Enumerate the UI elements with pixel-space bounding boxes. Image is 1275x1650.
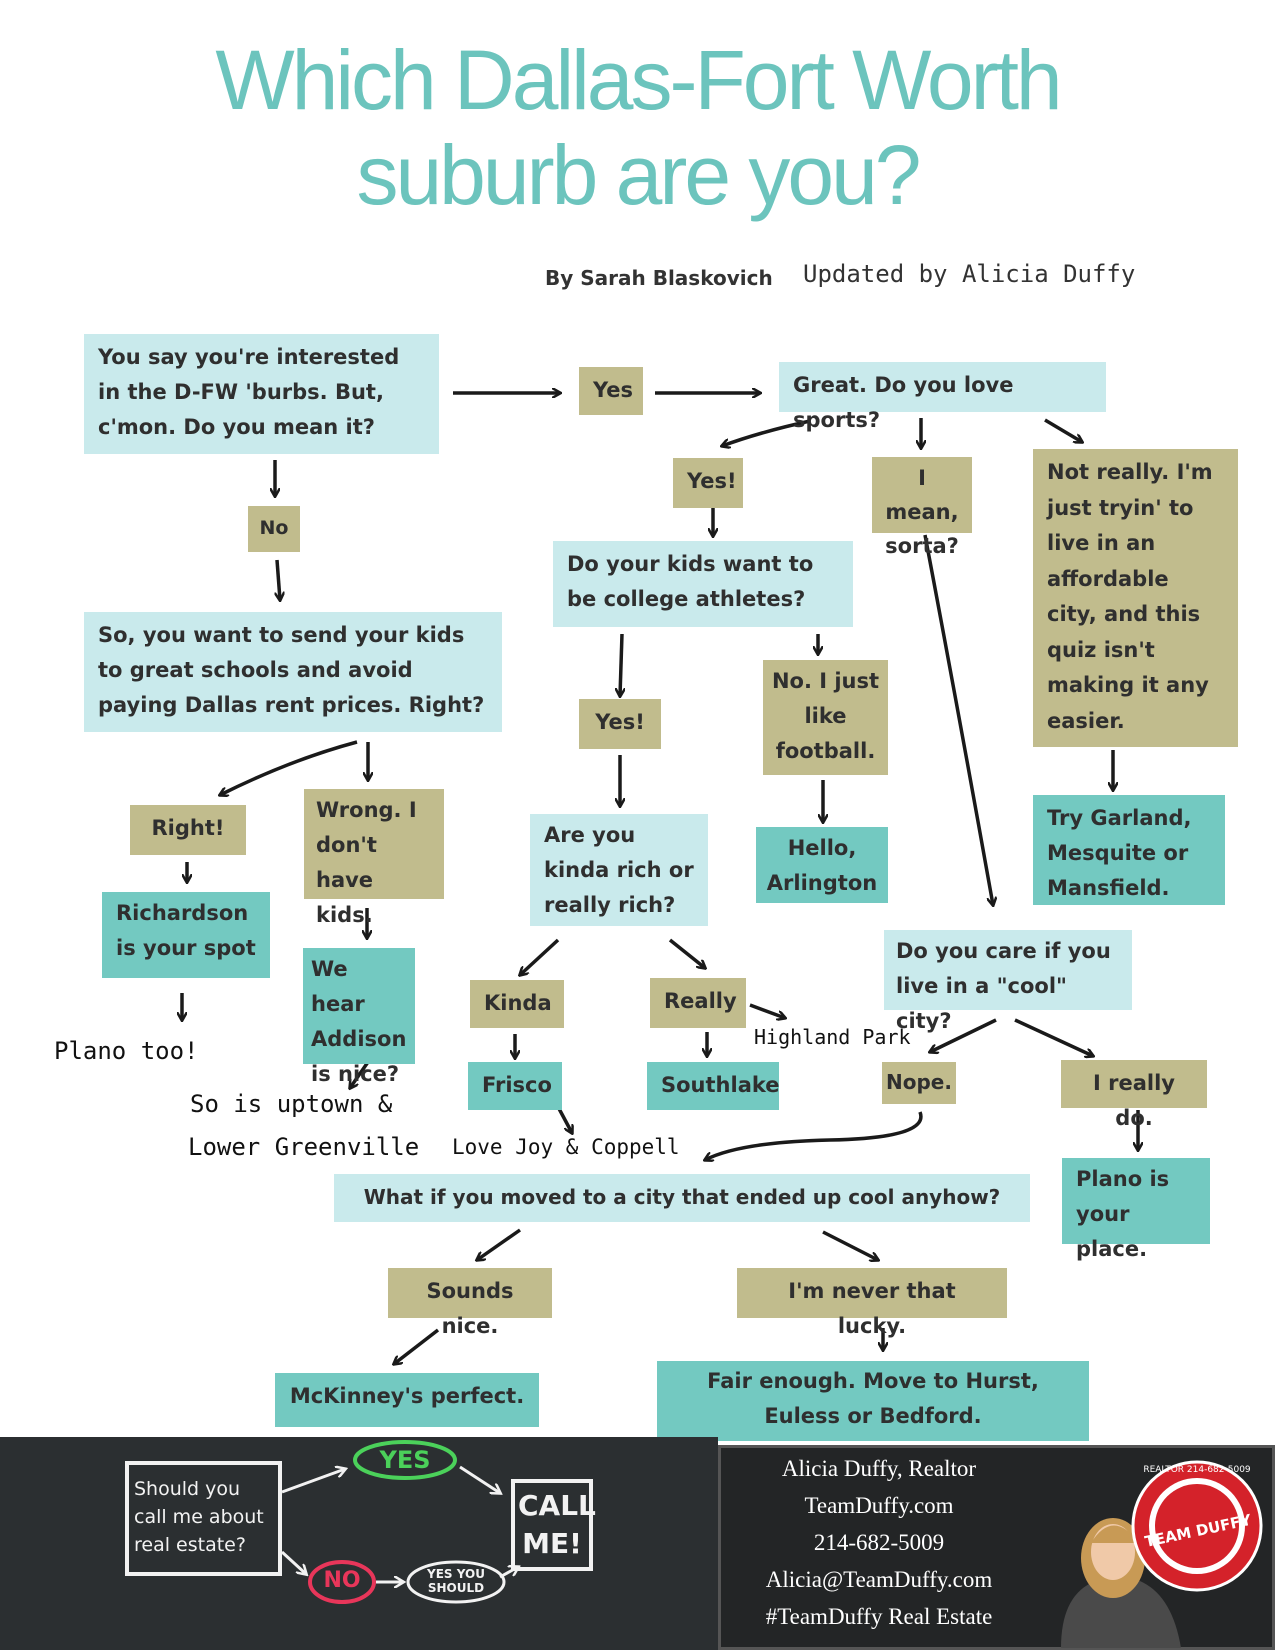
arrow	[705, 1112, 921, 1160]
result-garland: Try Garland, Mesquite or Mansfield.	[1033, 795, 1225, 905]
arrow	[620, 634, 622, 696]
team-duffy-logo	[1133, 1462, 1261, 1590]
contact-card	[718, 1445, 1275, 1650]
answer-no: No	[248, 506, 300, 552]
note-lovejoy: Love Joy & Coppell	[452, 1135, 680, 1159]
answer-nope: Nope.	[882, 1062, 956, 1104]
result-plano: Plano is your place.	[1062, 1158, 1210, 1244]
sports-sorta: I mean, sorta?	[872, 457, 972, 533]
arrow	[220, 742, 357, 795]
cool-question: Do you care if you live in a "cool" city?	[884, 930, 1132, 1010]
promo-call: CALL ME!	[518, 1489, 596, 1560]
promo-arrow	[282, 1469, 345, 1492]
promo-yes-should: YES YOU SHOULD	[427, 1567, 485, 1595]
promo-yes: YES	[379, 1446, 431, 1474]
contact-tag: #TeamDuffy Real Estate	[765, 1604, 993, 1629]
sports-yes: Yes!	[673, 458, 743, 508]
promo-drawing	[0, 1437, 718, 1650]
arrow	[823, 1232, 878, 1260]
answer-yes: Yes	[579, 367, 643, 415]
result-mckinney: McKinney's perfect.	[275, 1373, 539, 1427]
result-southlake: Southlake	[647, 1062, 779, 1110]
answer-never-lucky: I'm never that lucky.	[737, 1268, 1007, 1318]
byline-author: By Sarah Blaskovich	[545, 266, 773, 290]
contact-site[interactable]: TeamDuffy.com	[804, 1493, 954, 1518]
arrow	[925, 535, 993, 905]
note-uptown: So is uptown &	[190, 1090, 393, 1118]
note-plano-too: Plano too!	[54, 1037, 199, 1065]
result-arlington: Hello, Arlington	[756, 827, 888, 903]
promo-chalkboard	[0, 1437, 718, 1650]
logo-ring-text: REALTOR 214-682-5009	[1143, 1465, 1251, 1475]
contact-name: Alicia Duffy, Realtor	[781, 1456, 977, 1481]
answer-really: Really	[650, 978, 746, 1028]
page-title-line2: suburb are you?	[356, 128, 919, 222]
note-greenville: Lower Greenville	[188, 1133, 420, 1161]
schools-question: So, you want to send your kids to great schools and avoid paying Dallas rent prices. Right?	[84, 612, 502, 732]
result-addison: We hear Addison is nice?	[303, 948, 415, 1064]
answer-really-do: I really do.	[1061, 1060, 1207, 1108]
arrow	[750, 1005, 785, 1018]
answer-right: Right!	[130, 805, 246, 855]
promo-question: Should you call me about real estate?	[134, 1478, 264, 1556]
promo-no: NO	[323, 1568, 361, 1593]
kids-athletes-question: Do your kids want to be college athletes?	[553, 541, 853, 627]
sports-not-really: Not really. I'm just tryin' to live in an affordable city, and this quiz isn't making it any easier.	[1033, 449, 1238, 747]
answer-wrong: Wrong. I don't have kids.	[304, 789, 444, 899]
just-football: No. I just like football.	[763, 660, 888, 775]
result-frisco: Frisco	[468, 1062, 562, 1110]
sports-question: Great. Do you love sports?	[779, 362, 1106, 412]
answer-sounds-nice: Sounds nice.	[388, 1268, 552, 1318]
arrow	[520, 940, 558, 975]
arrow	[477, 1230, 520, 1260]
note-highland: Highland Park	[754, 1025, 911, 1049]
rich-question: Are you kinda rich or really rich?	[530, 814, 708, 926]
result-hurst: Fair enough. Move to Hurst, Euless or Bedford.	[657, 1361, 1089, 1441]
kids-yes: Yes!	[579, 699, 661, 749]
byline-update: Updated by Alicia Duffy	[803, 260, 1136, 288]
start-question: You say you're interested in the D-FW 'burbs. But, c'mon. Do you mean it?	[84, 334, 439, 454]
contact-email[interactable]: Alicia@TeamDuffy.com	[765, 1567, 993, 1592]
contact-phone[interactable]: 214-682-5009	[813, 1530, 945, 1555]
promo-arrow	[460, 1467, 500, 1493]
arrow	[1015, 1020, 1093, 1056]
page-title-line1: Which Dallas-Fort Worth	[215, 33, 1060, 127]
arrow	[670, 940, 705, 968]
result-richardson: Richardson is your spot	[102, 892, 270, 978]
arrow	[277, 560, 280, 600]
arrow	[1045, 420, 1082, 442]
logo-text-team: TEAM DUFFY	[1143, 1510, 1253, 1551]
moved-question: What if you moved to a city that ended up cool anyhow?	[334, 1174, 1030, 1222]
answer-kinda: Kinda	[470, 980, 564, 1028]
promo-arrow	[500, 1567, 518, 1577]
agent-photo-and-logo	[1021, 1448, 1271, 1648]
promo-arrow	[282, 1552, 306, 1574]
arrow	[394, 1330, 438, 1364]
